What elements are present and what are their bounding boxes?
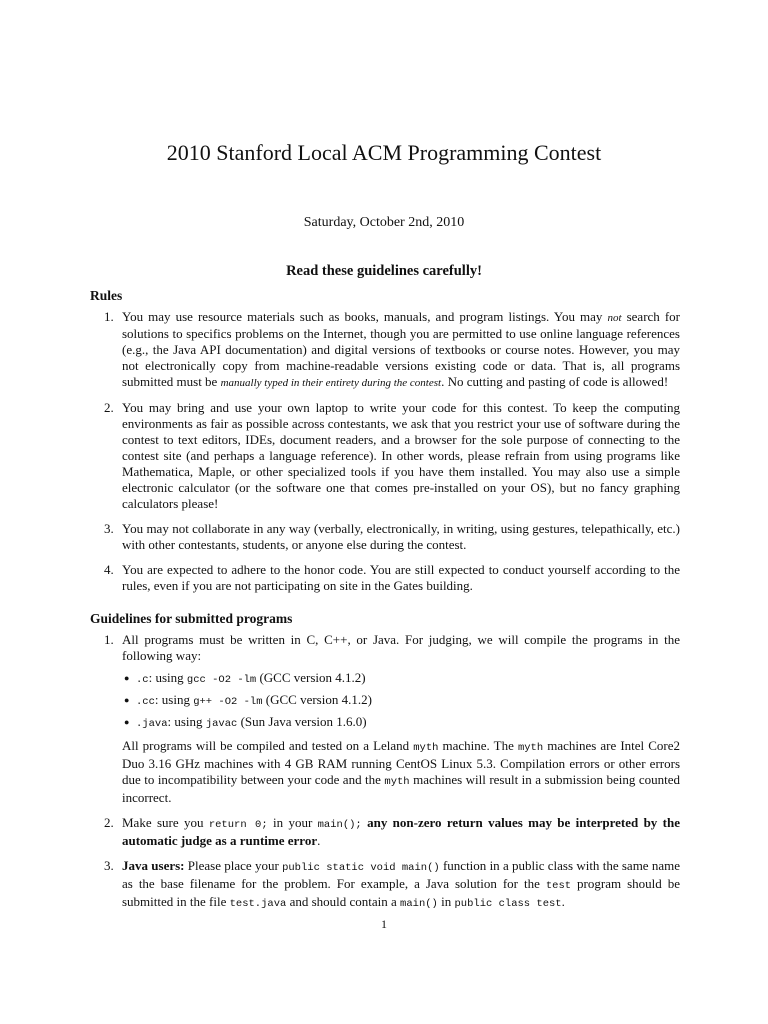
bullet-icon: ●	[124, 673, 130, 683]
rule-item	[90, 562, 680, 594]
compiler-text: : using	[154, 692, 194, 707]
rules-list	[90, 309, 680, 603]
document-title: 2010 Stanford Local ACM Programming Contest	[166, 140, 602, 165]
rule-text: You may bring and use your own laptop to write your code for this contest. To keep the computing environments as fair as possible across contestants, we ask that you restrict your use of software during the contest to text editors, IDEs, document readers, and a browser for the sole purpose of connecting to the contest site (and perhaps a language reference). In other words, please refrain from using programs like Mathematica, Maple, or other specialized tools if you have them installed. You may also use a simple electronic calculator (or the software one that comes pre-installed on your OS), but no fancy graphing calculators please!	[122, 400, 680, 511]
guideline-text: and should contain a	[286, 894, 401, 909]
paragraph-text: All programs will be compiled and tested on a Leland	[122, 738, 414, 753]
guideline-text: .	[317, 833, 321, 848]
compiler-list	[122, 670, 680, 732]
guideline-text: function in a public class with the same name as the base filename for the problem. For example, a Java solution for the	[122, 858, 681, 891]
notice-heading: Read these guidelines carefully!	[286, 263, 482, 279]
machine-name: myth	[384, 776, 410, 788]
machine-name: myth	[413, 742, 439, 754]
compiler-text: : using	[148, 670, 187, 685]
guideline-item	[90, 815, 680, 849]
compiler-version: (GCC version 4.1.2)	[256, 670, 366, 685]
compiler-version: (GCC version 4.1.2)	[262, 692, 372, 707]
emphasis-text: manually typed in their entirety during the contest	[220, 377, 442, 389]
rules-heading: Rules	[90, 288, 123, 303]
item-number: 3.	[104, 521, 114, 536]
compiler-item	[122, 692, 680, 710]
item-number: 4.	[104, 562, 114, 577]
compiler-command: g++ -O2 -lm	[193, 696, 263, 708]
rule-text: You may use resource materials such as books, manuals, and program listings. You may	[122, 309, 608, 324]
guidelines-list	[90, 632, 680, 921]
code-snippet: main()	[400, 898, 438, 910]
guideline-text: Please place your	[184, 858, 283, 873]
java-users-label: Java users:	[122, 858, 185, 873]
rule-item	[90, 521, 680, 553]
item-number: 2.	[104, 815, 114, 830]
page-number: 1	[381, 917, 387, 931]
file-extension: .cc	[136, 696, 155, 708]
rule-text: You are expected to adhere to the honor code. You are still expected to conduct yourself according to the rules, even if you are not participating on site in the Gates building.	[122, 562, 680, 593]
item-number: 1.	[104, 309, 114, 324]
guideline-text: in your	[267, 815, 318, 830]
document-date: Saturday, October 2nd, 2010	[303, 215, 465, 230]
file-extension: .c	[136, 674, 149, 686]
code-snippet: return 0;	[208, 819, 268, 831]
compiler-version: (Sun Java version 1.6.0)	[237, 714, 367, 729]
paragraph-text: machines are Intel Core2 Duo 3.16 GHz machines with 4 GB RAM running CentOS Linux 5.3. Compilation errors or other errors due to incompatibility between your code and the	[122, 738, 680, 787]
rule-text: search for solutions to specifics problems on the Internet, though you are permitted to use online language references (e.g., the Java API documentation) and digital versions of textbooks or course notes. However, you may not electronically copy from machine-readable versions existing code or data. That is, all programs submitted must be	[122, 309, 681, 389]
guideline-item	[90, 632, 680, 806]
compiler-text: : using	[167, 714, 206, 729]
emphasis-text: not	[607, 312, 622, 324]
paragraph-text: machines will result in a submission being counted incorrect.	[122, 772, 680, 805]
file-extension: .java	[136, 718, 168, 730]
compiler-command: javac	[205, 718, 238, 730]
code-snippet: main();	[317, 819, 362, 831]
guideline-text: Make sure you	[122, 815, 209, 830]
guideline-text: All programs must be written in C, C++, or Java. For judging, we will compile the programs in the following way:	[122, 632, 680, 663]
item-number: 1.	[104, 632, 114, 647]
item-number: 2.	[104, 400, 114, 415]
paragraph-text: machine. The	[438, 738, 518, 753]
compiler-command: gcc -O2 -lm	[186, 674, 257, 686]
compiler-item	[122, 670, 680, 688]
bullet-icon: ●	[124, 695, 130, 705]
guideline-text: program should be submitted in the file	[122, 876, 680, 909]
rule-text: . No cutting and pasting of code is allowed!	[441, 374, 669, 389]
code-snippet: test	[545, 880, 572, 892]
guideline-text: in	[437, 894, 455, 909]
code-snippet: public class test	[454, 898, 562, 910]
rule-item	[90, 400, 680, 512]
guideline-item	[90, 858, 680, 912]
rule-item	[90, 309, 680, 391]
machine-paragraph	[122, 738, 680, 806]
machine-name: myth	[517, 742, 544, 754]
guidelines-heading: Guidelines for submitted programs	[90, 611, 293, 626]
guideline-text: .	[561, 894, 565, 909]
code-snippet: test.java	[229, 898, 287, 910]
compiler-item	[122, 714, 680, 732]
item-number: 3.	[104, 858, 114, 873]
rule-text: You may not collaborate in any way (verbally, electronically, in writing, using gestures, telepathically, etc.) with other contestants, students, or anyone else during the contest.	[122, 521, 680, 552]
warning-text: any non-zero return values may be interpreted by the automatic judge as a runtime error	[122, 815, 680, 848]
code-snippet: public static void main()	[282, 862, 440, 874]
bullet-icon: ●	[124, 717, 130, 727]
